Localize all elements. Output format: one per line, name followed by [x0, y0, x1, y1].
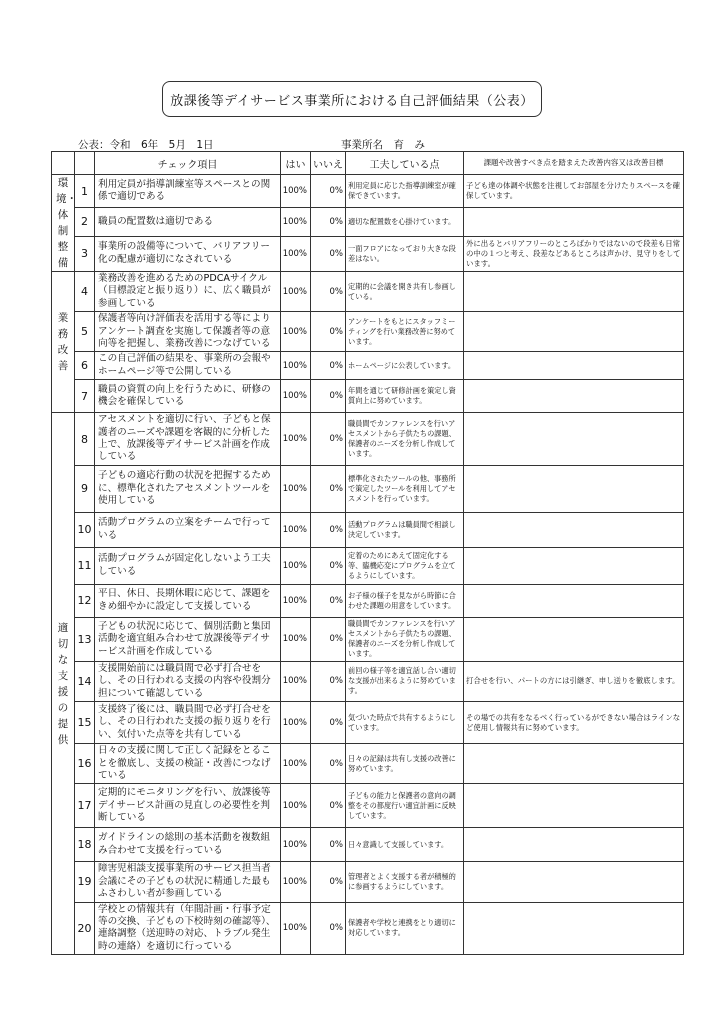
check-item: アセスメントを適切に行い、子どもと保護者のニーズや課題を客観的に分析した上で、放課後等デイサービス計画を作成している [95, 413, 281, 466]
row-number: 13 [75, 617, 95, 661]
improvement-text [464, 828, 684, 862]
table-row [52, 617, 684, 661]
publication-date: 公表：令和 6年 5月 1日 [78, 139, 214, 151]
yes-value: 100% [281, 236, 311, 271]
effort-text: 年間を通じて研修計画を策定し資質向上に努めています。 [346, 380, 464, 413]
check-item: 活動プログラムの立案をチームで行っている [95, 512, 281, 547]
yes-value: 100% [281, 584, 311, 617]
row-number: 11 [75, 547, 95, 584]
effort-text: 標準化されたツールの他、事務所で策定したツールを利用してアセスメントを行っています。 [346, 465, 464, 512]
no-value: 0% [311, 902, 346, 955]
row-number: 7 [75, 380, 95, 413]
check-item: 子どもの適応行動の状況を把握するために、標準化されたアセスメントツールを使用している [95, 465, 281, 512]
yes-value: 100% [281, 312, 311, 352]
row-number: 14 [75, 661, 95, 701]
check-item: 障害児相談支援事業所のサービス担当者会議にその子どもの状況に精通した最もふさわしい者が参画している [95, 862, 281, 902]
table-row [52, 828, 684, 862]
yes-value: 100% [281, 784, 311, 828]
check-item: 事業所の設備等について、バリアフリー化の配慮が適切になされている [95, 236, 281, 271]
row-number: 19 [75, 862, 95, 902]
no-value: 0% [311, 617, 346, 661]
check-item: 職員の配置数は適切である [95, 208, 281, 236]
header-number [75, 152, 95, 175]
effort-text: 一面フロアになっており大きな段差はない。 [346, 236, 464, 271]
effort-text: お子様の様子を見ながら時節に合わせた課題の用意をしています。 [346, 584, 464, 617]
effort-text: 活動プログラムは職員間で相談し決定しています。 [346, 512, 464, 547]
table-row [52, 702, 684, 744]
row-number: 16 [75, 744, 95, 784]
improvement-text [464, 352, 684, 380]
self-evaluation-table [51, 151, 684, 955]
row-number: 9 [75, 465, 95, 512]
effort-text: 子どもの能力と保護者の意向の調整をその都度行い適宜計画に反映しています。 [346, 784, 464, 828]
improvement-text [464, 512, 684, 547]
yes-value: 100% [281, 380, 311, 413]
office-name: 事業所名 育 み [341, 139, 425, 151]
effort-text: 定着のためにあえて固定化する等、臨機応変にプログラムを立てるようにしています。 [346, 547, 464, 584]
improvement-text: 子ども達の体調や状態を注視してお部屋を分けたりスペースを確保しています。 [464, 175, 684, 208]
yes-value: 100% [281, 862, 311, 902]
no-value: 0% [311, 312, 346, 352]
row-number: 4 [75, 272, 95, 312]
improvement-text [464, 744, 684, 784]
row-number: 15 [75, 702, 95, 744]
table-row [52, 352, 684, 380]
improvement-text: その場での共有をなるべく行っているができない場合はラインなど使用し情報共有に努めています。 [464, 702, 684, 744]
row-number: 18 [75, 828, 95, 862]
row-number: 8 [75, 413, 95, 466]
check-item: 子どもの状況に応じて、個別活動と集団活動を適宜組み合わせて放課後等デイサービス計画を作成している [95, 617, 281, 661]
no-value: 0% [311, 512, 346, 547]
check-item: 保護者等向け評価表を活用する等によりアンケート調査を実施して保護者等の意向等を把握し、業務改善につなげている [95, 312, 281, 352]
table-row [52, 584, 684, 617]
no-value: 0% [311, 208, 346, 236]
table-row [52, 312, 684, 352]
improvement-text [464, 902, 684, 955]
improvement-text [464, 784, 684, 828]
yes-value: 100% [281, 617, 311, 661]
check-item: 業務改善を進めるためのPDCAサイクル（目標設定と振り返り）に、広く職員が参画している [95, 272, 281, 312]
effort-text: 日々の記録は共有し支援の改善に努めています。 [346, 744, 464, 784]
effort-text: 職員間でカンファレンスを行いアセスメントから子供たちの課題、保護者のニーズを分析し作成しています。 [346, 617, 464, 661]
no-value: 0% [311, 272, 346, 312]
no-value: 0% [311, 784, 346, 828]
improvement-text [464, 312, 684, 352]
header-improvement: 課題や改善すべき点を踏まえた改善内容又は改善目標 [464, 152, 684, 175]
category-environment: 環境・体制整備 [52, 175, 75, 272]
improvement-text [464, 380, 684, 413]
improvement-text [464, 272, 684, 312]
check-item: 平日、休日、長期休暇に応じて、課題をきめ細やかに設定して支援している [95, 584, 281, 617]
header-effort: 工夫している点 [346, 152, 464, 175]
improvement-text: 外に出るとバリアフリーのところばかりではないので段差も日常の中の１つと考え、段差などあるところは声かけ、見守りをしています。 [464, 236, 684, 271]
yes-value: 100% [281, 465, 311, 512]
yes-value: 100% [281, 175, 311, 208]
check-item: 支援開始前には職員間で必ず打合せをし、その日行われる支援の内容や役割分担について確認している [95, 661, 281, 701]
table-row [52, 236, 684, 271]
effort-text: 気づいた時点で共有するようにしています。 [346, 702, 464, 744]
header-no: いいえ [311, 152, 346, 175]
yes-value: 100% [281, 512, 311, 547]
row-number: 1 [75, 175, 95, 208]
no-value: 0% [311, 465, 346, 512]
no-value: 0% [311, 547, 346, 584]
header-yes: はい [281, 152, 311, 175]
table-row [52, 744, 684, 784]
yes-value: 100% [281, 352, 311, 380]
yes-value: 100% [281, 661, 311, 701]
yes-value: 100% [281, 702, 311, 744]
improvement-text [464, 584, 684, 617]
improvement-text: 打合せを行い、パートの方には引継ぎ、申し送りを徹底します。 [464, 661, 684, 701]
no-value: 0% [311, 380, 346, 413]
table-row [52, 784, 684, 828]
table-row [52, 547, 684, 584]
row-number: 5 [75, 312, 95, 352]
improvement-text [464, 208, 684, 236]
yes-value: 100% [281, 744, 311, 784]
yes-value: 100% [281, 413, 311, 466]
category-business: 業務改善 [52, 272, 75, 413]
check-item: この自己評価の結果を、事業所の会報やホームページ等で公開している [95, 352, 281, 380]
table-row [52, 413, 684, 466]
check-item: 利用定員が指導訓練室等スペースとの関係で適切である [95, 175, 281, 208]
no-value: 0% [311, 702, 346, 744]
yes-value: 100% [281, 272, 311, 312]
table-header-row [52, 152, 684, 175]
no-value: 0% [311, 236, 346, 271]
improvement-text [464, 413, 684, 466]
category-support: 適切な支援の提供 [52, 413, 75, 955]
table-row [52, 661, 684, 701]
effort-text: 管理者とよく支援する者が積極的に参画するようにしています。 [346, 862, 464, 902]
no-value: 0% [311, 175, 346, 208]
check-item: 定期的にモニタリングを行い、放課後等デイサービス計画の見直しの必要性を判断している [95, 784, 281, 828]
improvement-text [464, 465, 684, 512]
yes-value: 100% [281, 547, 311, 584]
effort-text: 日々意識して支援しています。 [346, 828, 464, 862]
check-item: 日々の支援に関して正しく記録をとることを徹底し、支援の検証・改善につなげている [95, 744, 281, 784]
no-value: 0% [311, 584, 346, 617]
row-number: 10 [75, 512, 95, 547]
row-number: 17 [75, 784, 95, 828]
improvement-text [464, 617, 684, 661]
table-row [52, 380, 684, 413]
table-row [52, 175, 684, 208]
yes-value: 100% [281, 902, 311, 955]
no-value: 0% [311, 744, 346, 784]
document-title: 放課後等デイサービス事業所における自己評価結果（公表） [162, 81, 542, 117]
row-number: 20 [75, 902, 95, 955]
effort-text: アンケートをもとにスタッフミーティングを行い業務改善に努めています。 [346, 312, 464, 352]
row-number: 3 [75, 236, 95, 271]
table-row [52, 272, 684, 312]
no-value: 0% [311, 862, 346, 902]
effort-text: 適切な配置数を心掛けています。 [346, 208, 464, 236]
table-body [52, 175, 684, 955]
check-item: 学校との情報共有（年間計画・行事予定等の交換、子どもの下校時刻の確認等）、連絡調整（送迎時の対応、トラブル発生時の連絡）を適切に行っている [95, 902, 281, 955]
table-row [52, 902, 684, 955]
improvement-text [464, 862, 684, 902]
header-check-item: チェック項目 [95, 152, 281, 175]
table-row [52, 862, 684, 902]
row-number: 6 [75, 352, 95, 380]
effort-text: ホームページに公表しています。 [346, 352, 464, 380]
effort-text: 職員間でカンファレンスを行いアセスメントから子供たちの課題、保護者のニーズを分析し作成しています。 [346, 413, 464, 466]
check-item: ガイドラインの総則の基本活動を複数組み合わせて支援を行っている [95, 828, 281, 862]
effort-text: 利用定員に応じた指導訓練室が確保できています。 [346, 175, 464, 208]
yes-value: 100% [281, 208, 311, 236]
row-number: 2 [75, 208, 95, 236]
check-item: 活動プログラムが固定化しないよう工夫している [95, 547, 281, 584]
check-item: 職員の資質の向上を行うために、研修の機会を確保している [95, 380, 281, 413]
table-row [52, 208, 684, 236]
effort-text: 保護者や学校と連携をとり適切に対応しています。 [346, 902, 464, 955]
no-value: 0% [311, 413, 346, 466]
effort-text: 前回の様子等を適宜話し合い適切な支援が出来るように努めています。 [346, 661, 464, 701]
improvement-text [464, 547, 684, 584]
header-category [52, 152, 75, 175]
row-number: 12 [75, 584, 95, 617]
table-row [52, 465, 684, 512]
no-value: 0% [311, 661, 346, 701]
effort-text: 定期的に会議を開き共有し参画している。 [346, 272, 464, 312]
yes-value: 100% [281, 828, 311, 862]
check-item: 支援終了後には、職員間で必ず打合せをし、その日行われた支援の振り返りを行い、気付いた点等を共有している [95, 702, 281, 744]
table-row [52, 512, 684, 547]
no-value: 0% [311, 352, 346, 380]
no-value: 0% [311, 828, 346, 862]
